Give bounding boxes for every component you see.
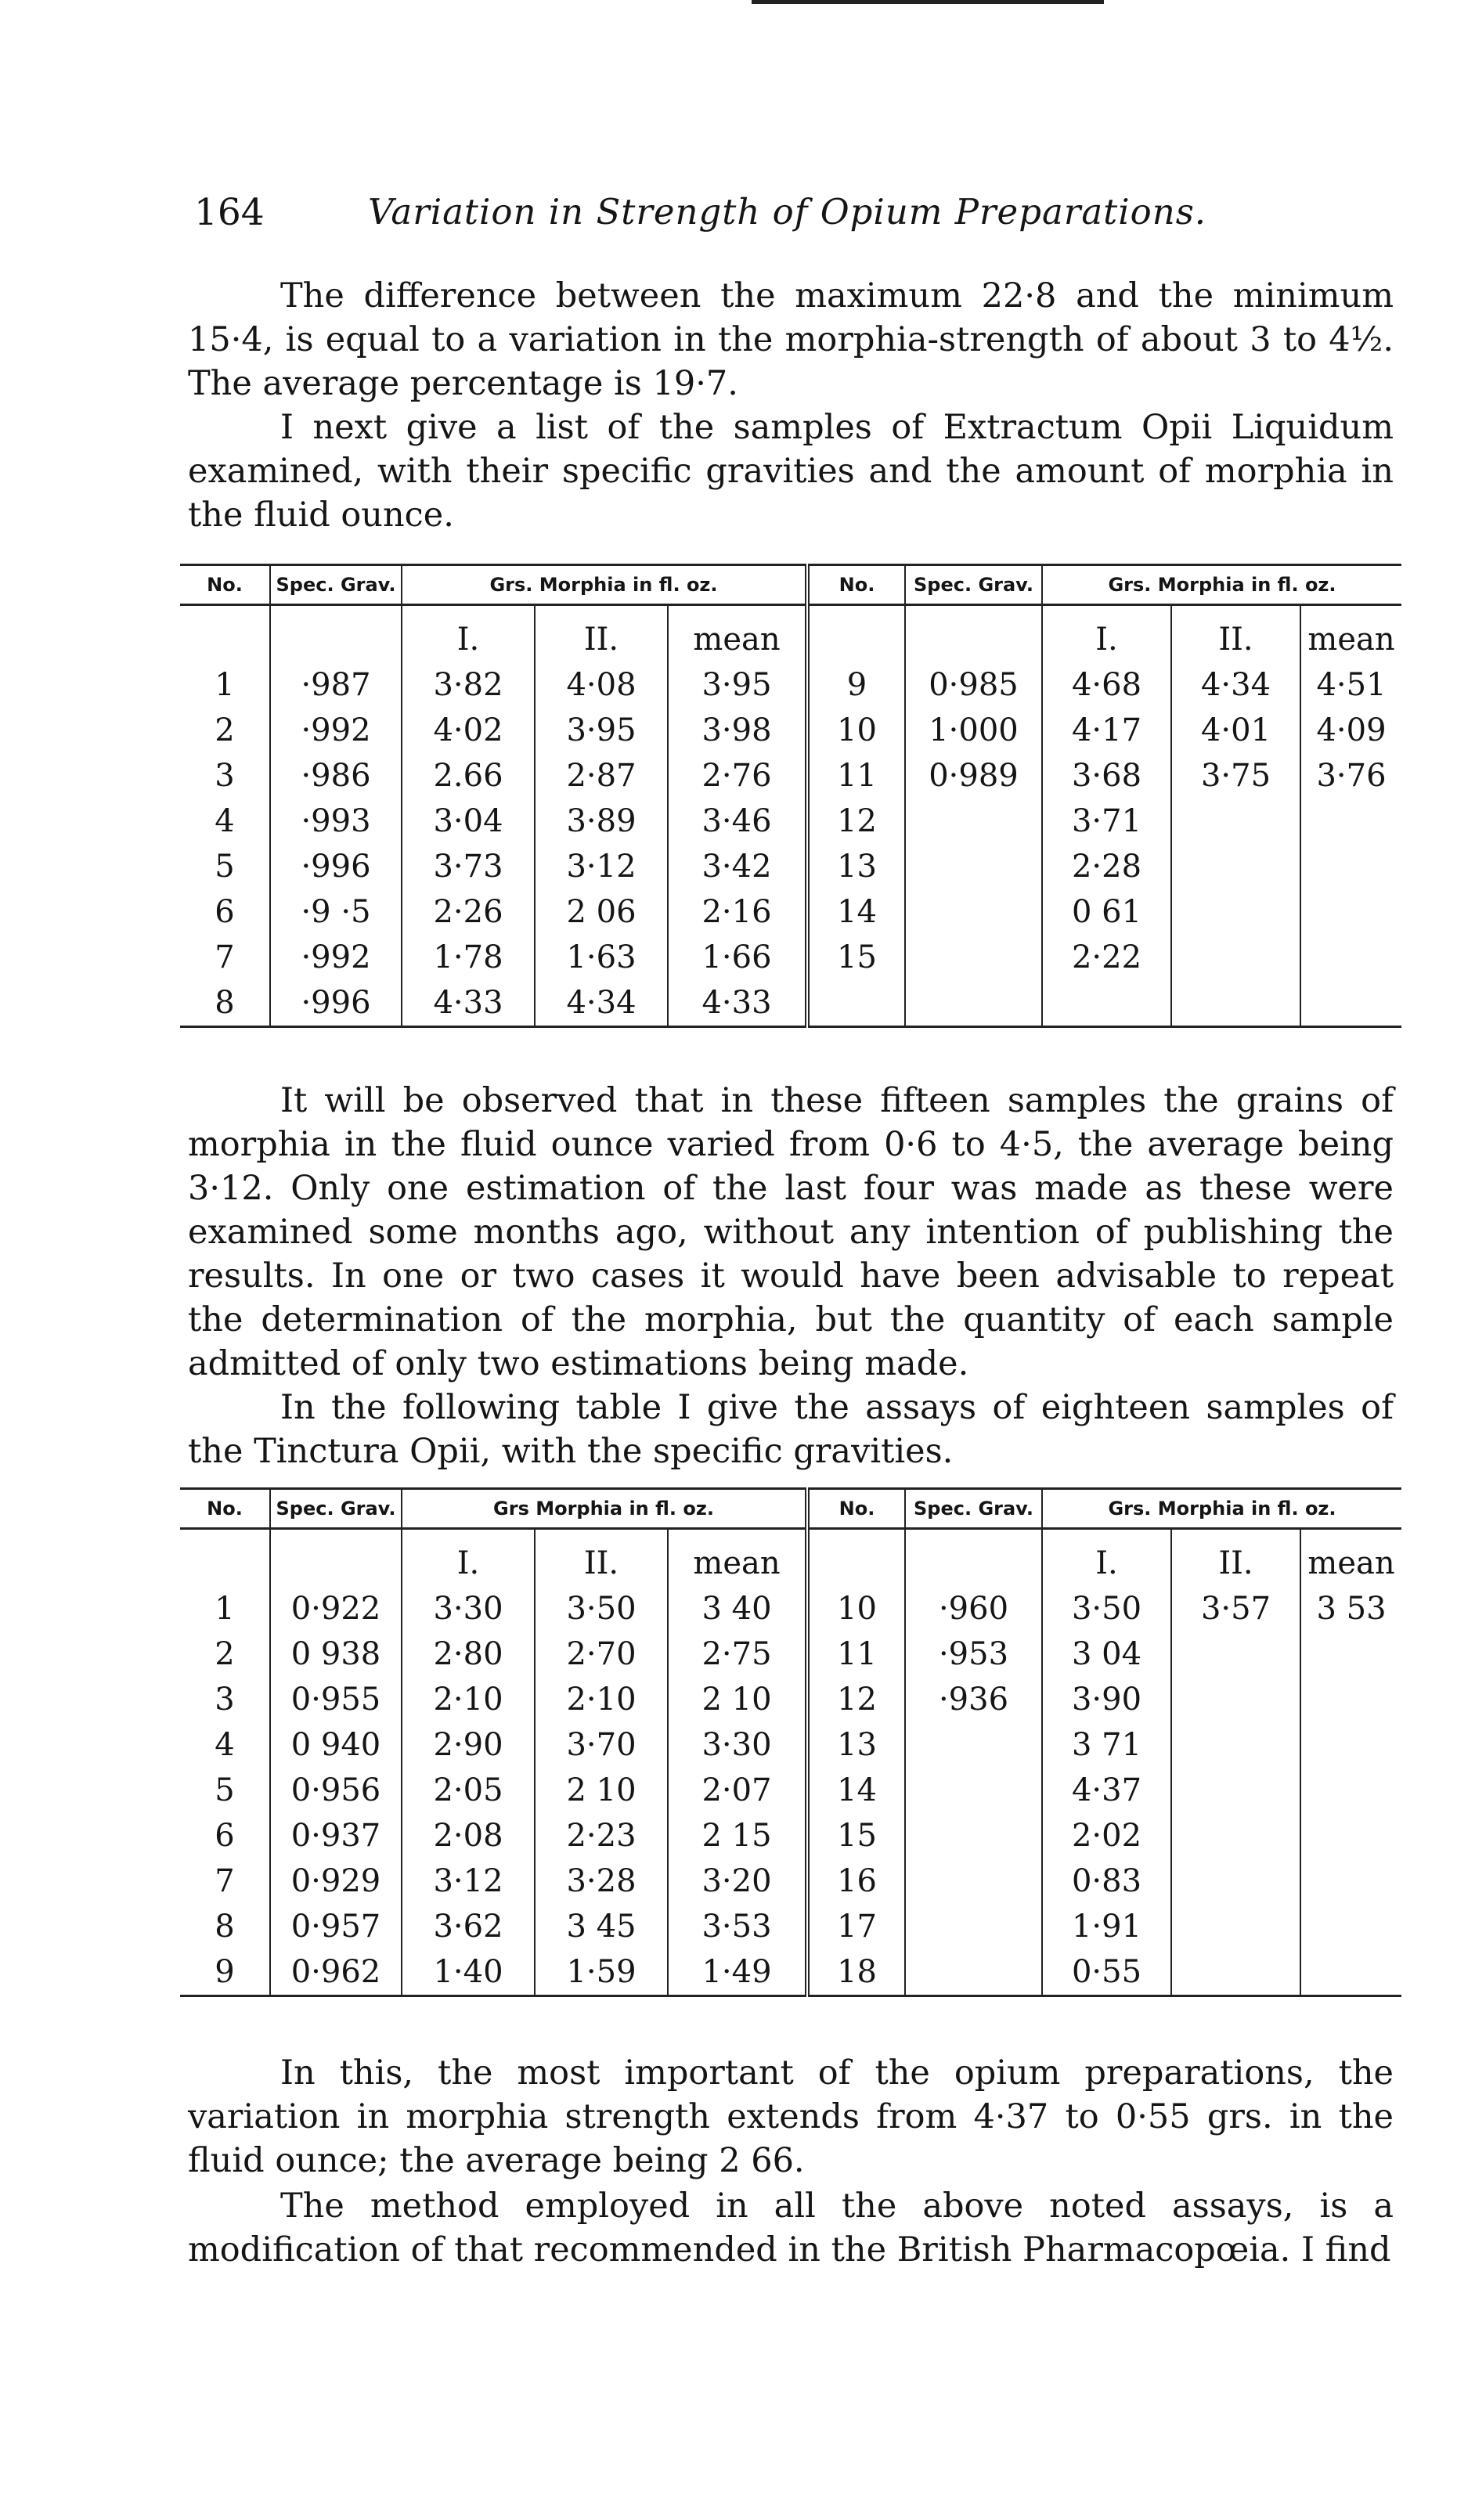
sub-header-i: I. xyxy=(1042,605,1171,663)
cell-grs-ii xyxy=(1171,1677,1300,1722)
cell-grs-mean: 3·76 xyxy=(1300,753,1401,799)
cell-grs-ii: 2·10 xyxy=(535,1677,668,1722)
table-row xyxy=(180,844,1401,889)
cell-no: 10 xyxy=(807,708,905,753)
cell-spec-grav: 0·989 xyxy=(905,753,1042,799)
cell-grs-i: 4·02 xyxy=(402,708,535,753)
cell-grs-mean xyxy=(1300,1677,1401,1722)
cell-spec-grav: 1·000 xyxy=(905,708,1042,753)
cell-grs-ii: 2 06 xyxy=(535,889,668,935)
cell-grs-mean: 3·20 xyxy=(668,1858,807,1904)
running-title: Variation in Strength of Opium Preparations. xyxy=(368,191,1207,233)
cell-grs-i: 1·40 xyxy=(402,1949,535,1996)
cell-grs-ii: 3·57 xyxy=(1171,1586,1300,1631)
cell-spec-grav: 0 938 xyxy=(270,1631,402,1677)
table-row xyxy=(180,708,1401,753)
cell-grs-ii: 3 45 xyxy=(535,1904,668,1949)
col-header-no: No. xyxy=(180,1489,270,1529)
page-header xyxy=(194,191,1259,254)
cell-grs-mean xyxy=(1300,1631,1401,1677)
cell-spec-grav xyxy=(905,1858,1042,1904)
cell-spec-grav: ·987 xyxy=(270,662,402,708)
cell-grs-ii: 4·08 xyxy=(535,662,668,708)
cell-grs-ii xyxy=(1171,844,1300,889)
cell-grs-mean: 3·53 xyxy=(668,1904,807,1949)
cell-no: 11 xyxy=(807,1631,905,1677)
cell-spec-grav: 0·937 xyxy=(270,1813,402,1858)
table-row xyxy=(180,1949,1401,1996)
cell-grs-i: 2·80 xyxy=(402,1631,535,1677)
table-extractum-opii xyxy=(180,564,1401,1028)
cell-grs-i: 3·73 xyxy=(402,844,535,889)
table-row xyxy=(180,1813,1401,1858)
cell-grs-ii xyxy=(1171,799,1300,844)
cell-grs-mean: 4·33 xyxy=(668,980,807,1027)
table-row xyxy=(180,1768,1401,1813)
cell-grs-ii xyxy=(1171,1813,1300,1858)
cell-no: 10 xyxy=(807,1586,905,1631)
page-number: 164 xyxy=(194,191,265,234)
cell-grs-mean xyxy=(1300,1722,1401,1768)
cell-no: 7 xyxy=(215,1863,235,1899)
cell-spec-grav: ·993 xyxy=(270,799,402,844)
cell-grs-mean xyxy=(1300,935,1401,980)
cell-grs-ii xyxy=(1171,1631,1300,1677)
cell-no: 14 xyxy=(807,1768,905,1813)
cell-spec-grav: ·992 xyxy=(270,935,402,980)
cell-grs-mean xyxy=(1300,1858,1401,1904)
cell-grs-ii: 3·75 xyxy=(1171,753,1300,799)
cell-grs-ii: 3·50 xyxy=(535,1586,668,1631)
cell-grs-mean: 2 15 xyxy=(668,1813,807,1858)
cell-grs-i: 3·62 xyxy=(402,1904,535,1949)
cell-grs-i: 2·08 xyxy=(402,1813,535,1858)
cell-spec-grav xyxy=(905,1949,1042,1996)
cell-no: 9 xyxy=(180,1949,270,1996)
cell-grs-i: 3·68 xyxy=(1042,753,1171,799)
paragraph-variation: In this, the most important of the opium preparations, the variation in morphia strength extends from 4·37 to 0·55 grs. in the fluid ounce; the average being 2 66. xyxy=(188,2053,1394,2180)
cell-grs-ii xyxy=(1171,1722,1300,1768)
col-header-spec-grav: Spec. Grav. xyxy=(270,1489,402,1529)
cell-no: 15 xyxy=(807,1813,905,1858)
cell-no: 12 xyxy=(807,799,905,844)
sub-header-ii: II. xyxy=(535,605,668,663)
cell-grs-i: 2·05 xyxy=(402,1768,535,1813)
col-header-no: No. xyxy=(180,565,270,605)
cell-grs-mean: 3 53 xyxy=(1300,1586,1401,1631)
col-header-spec-grav: Spec. Grav. xyxy=(905,1489,1042,1529)
cell-grs-i: 3 71 xyxy=(1042,1722,1171,1768)
cell-no: 13 xyxy=(807,844,905,889)
cell-grs-ii: 4·34 xyxy=(535,980,668,1027)
cell-grs-ii xyxy=(1171,1949,1300,1996)
cell-grs-ii: 4·34 xyxy=(1171,662,1300,708)
table-row xyxy=(180,1677,1401,1722)
col-header-grs-morphia: Grs Morphia in fl. oz. xyxy=(402,1489,807,1529)
cell-no: 9 xyxy=(807,662,905,708)
cell-grs-mean: 2·07 xyxy=(668,1768,807,1813)
cell-grs-mean xyxy=(1300,799,1401,844)
cell-grs-ii: 2·87 xyxy=(535,753,668,799)
sub-header-i: I. xyxy=(402,605,535,663)
cell-grs-ii: 2 10 xyxy=(535,1768,668,1813)
cell-no: 4 xyxy=(215,1727,235,1763)
sub-header-i: I. xyxy=(1042,1529,1171,1587)
cell-spec-grav: 0·985 xyxy=(905,662,1042,708)
cell-grs-mean: 1·49 xyxy=(668,1949,807,1996)
table-row xyxy=(180,799,1401,844)
sub-header-i: I. xyxy=(402,1529,535,1587)
sub-header-row xyxy=(180,1529,1401,1587)
cell-no: 12 xyxy=(807,1677,905,1722)
sub-header-mean: mean xyxy=(668,605,807,663)
sub-header-mean: mean xyxy=(1300,1529,1401,1587)
cell-grs-ii xyxy=(1171,1768,1300,1813)
cell-grs-i: 0·55 xyxy=(1042,1949,1171,1996)
table-row xyxy=(180,753,1401,799)
cell-grs-i: 3·82 xyxy=(402,662,535,708)
table-row xyxy=(180,889,1401,935)
cell-spec-grav: 0 940 xyxy=(270,1722,402,1768)
cell-grs-ii: 2·23 xyxy=(535,1813,668,1858)
cell-grs-ii: 3·95 xyxy=(535,708,668,753)
table-row xyxy=(180,662,1401,708)
table-row xyxy=(180,1722,1401,1768)
cell-no: 1 xyxy=(215,667,235,703)
sub-header-ii: II. xyxy=(1171,1529,1300,1587)
paragraph-method: The method employed in all the above noted assays, is a modification of that recommended in the British Pharmacopœia. I find xyxy=(188,2187,1394,2269)
cell-grs-i: 0·83 xyxy=(1042,1858,1171,1904)
cell-spec-grav xyxy=(905,1768,1042,1813)
cell-grs-mean: 1·66 xyxy=(668,935,807,980)
cell-no xyxy=(807,980,905,1027)
cell-grs-i: 1·91 xyxy=(1042,1904,1171,1949)
cell-no: 18 xyxy=(807,1949,905,1996)
cell-grs-mean xyxy=(1300,980,1401,1027)
col-header-no: No. xyxy=(807,1489,905,1529)
cell-no: 2 xyxy=(215,1636,235,1672)
cell-grs-i: 4·37 xyxy=(1042,1768,1171,1813)
col-header-no: No. xyxy=(807,565,905,605)
cell-grs-ii: 3·70 xyxy=(535,1722,668,1768)
table-header-row xyxy=(180,565,1401,605)
cell-no: 3 xyxy=(215,758,235,794)
cell-grs-ii xyxy=(1171,889,1300,935)
cell-grs-i: 2·02 xyxy=(1042,1813,1171,1858)
cell-grs-i: 4·68 xyxy=(1042,662,1171,708)
table-row xyxy=(180,1631,1401,1677)
cell-grs-ii: 3·89 xyxy=(535,799,668,844)
table-row xyxy=(180,935,1401,980)
cell-spec-grav: ·960 xyxy=(905,1586,1042,1631)
cell-grs-i: 2·10 xyxy=(402,1677,535,1722)
cell-spec-grav: 0·956 xyxy=(270,1768,402,1813)
cell-grs-mean: 4·09 xyxy=(1300,708,1401,753)
table-header-row xyxy=(180,1489,1401,1529)
cell-spec-grav: 0·957 xyxy=(270,1904,402,1949)
cell-grs-ii xyxy=(1171,935,1300,980)
cell-grs-ii: 3·28 xyxy=(535,1858,668,1904)
cell-no: 15 xyxy=(807,935,905,980)
cell-no: 11 xyxy=(807,753,905,799)
sub-header-ii: II. xyxy=(1171,605,1300,663)
cell-grs-i: 3·71 xyxy=(1042,799,1171,844)
cell-grs-i: 1·78 xyxy=(402,935,535,980)
sub-header-row xyxy=(180,605,1401,663)
cell-grs-i: 4·17 xyxy=(1042,708,1171,753)
cell-no: 3 xyxy=(215,1682,235,1718)
cell-spec-grav xyxy=(905,889,1042,935)
cell-spec-grav: ·936 xyxy=(905,1677,1042,1722)
cell-grs-mean: 3·42 xyxy=(668,844,807,889)
cell-grs-i: 2·28 xyxy=(1042,844,1171,889)
cell-grs-mean: 3·98 xyxy=(668,708,807,753)
cell-grs-mean: 4·51 xyxy=(1300,662,1401,708)
cell-grs-i: 2.66 xyxy=(402,753,535,799)
cell-spec-grav xyxy=(905,980,1042,1027)
col-header-grs-morphia: Grs. Morphia in fl. oz. xyxy=(1042,1489,1401,1529)
cell-no: 1 xyxy=(215,1591,235,1627)
cell-spec-grav: ·996 xyxy=(270,844,402,889)
cell-grs-mean xyxy=(1300,1949,1401,1996)
cell-spec-grav xyxy=(905,799,1042,844)
cell-grs-i: 0 61 xyxy=(1042,889,1171,935)
cell-grs-ii xyxy=(1171,1858,1300,1904)
cell-grs-i: 3·90 xyxy=(1042,1677,1171,1722)
cell-spec-grav: ·953 xyxy=(905,1631,1042,1677)
cell-grs-i: 2·26 xyxy=(402,889,535,935)
cell-grs-mean: 2·75 xyxy=(668,1631,807,1677)
cell-grs-ii: 3·12 xyxy=(535,844,668,889)
cell-grs-mean: 3 40 xyxy=(668,1586,807,1631)
paragraph-intro: The difference between the maximum 22·8 and the minimum 15·4, is equal to a variation in the morphia-strength of about 3 to 4½. The average percentage is 19·7. xyxy=(188,276,1394,403)
cell-grs-mean xyxy=(1300,1904,1401,1949)
cell-spec-grav: 0·929 xyxy=(270,1858,402,1904)
cell-no: 13 xyxy=(807,1722,905,1768)
cell-spec-grav: 0·955 xyxy=(270,1677,402,1722)
cell-spec-grav: ·992 xyxy=(270,708,402,753)
cell-grs-ii xyxy=(1171,1904,1300,1949)
cell-grs-i: 4·33 xyxy=(402,980,535,1027)
paragraph-tinctura-intro: In the following table I give the assays of eighteen samples of the Tinctura Opii, with the specific gravities. xyxy=(188,1388,1394,1471)
cell-spec-grav: ·996 xyxy=(270,980,402,1027)
cell-no: 8 xyxy=(215,1909,235,1945)
cell-grs-i: 3·30 xyxy=(402,1586,535,1631)
cell-no: 5 xyxy=(215,1772,235,1808)
cell-grs-ii: 1·59 xyxy=(535,1949,668,1996)
cell-grs-i: 3·12 xyxy=(402,1858,535,1904)
col-header-spec-grav: Spec. Grav. xyxy=(270,565,402,605)
table-tinctura-opii xyxy=(180,1487,1401,1997)
cell-no: 5 xyxy=(215,849,235,885)
cell-grs-ii: 4·01 xyxy=(1171,708,1300,753)
cell-spec-grav: ·986 xyxy=(270,753,402,799)
cell-grs-i: 3 04 xyxy=(1042,1631,1171,1677)
paragraph-extract-list: I next give a list of the samples of Extractum Opii Liquidum examined, with their specific gravities and the amount of morphia in the fluid ounce. xyxy=(188,408,1394,535)
top-edge-rule xyxy=(752,0,1104,4)
sub-header-mean: mean xyxy=(668,1529,807,1587)
cell-spec-grav xyxy=(905,1722,1042,1768)
cell-no: 4 xyxy=(215,803,235,839)
table-row xyxy=(180,980,1401,1027)
cell-no: 6 xyxy=(215,894,235,930)
cell-spec-grav: 0·962 xyxy=(270,1949,402,1996)
paragraph-fifteen-samples: It will be observed that in these fifteen samples the grains of morphia in the fluid ounce varied from 0·6 to 4·5, the average being 3·12. Only one estimation of the last four was made as these were examined some months ago, without any intention of publishing the results. In one or two cases it would have been advisable to repeat the determination of the morphia, but the quantity of each sample admitted of only two estimations being made. xyxy=(188,1081,1394,1383)
cell-grs-mean: 3·30 xyxy=(668,1722,807,1768)
cell-grs-i xyxy=(1042,980,1171,1027)
cell-no: 16 xyxy=(807,1858,905,1904)
col-header-grs-morphia: Grs. Morphia in fl. oz. xyxy=(1042,565,1401,605)
cell-no: 17 xyxy=(807,1904,905,1949)
table-row xyxy=(180,1858,1401,1904)
cell-grs-mean: 2·16 xyxy=(668,889,807,935)
cell-grs-mean xyxy=(1300,1768,1401,1813)
cell-no: 8 xyxy=(180,980,270,1027)
cell-grs-ii xyxy=(1171,980,1300,1027)
cell-no: 7 xyxy=(215,939,235,975)
table-row xyxy=(180,1904,1401,1949)
cell-grs-mean: 2·76 xyxy=(668,753,807,799)
cell-grs-mean xyxy=(1300,844,1401,889)
cell-spec-grav: ·9 ·5 xyxy=(270,889,402,935)
cell-spec-grav xyxy=(905,1813,1042,1858)
cell-grs-i: 2·90 xyxy=(402,1722,535,1768)
cell-grs-ii: 2·70 xyxy=(535,1631,668,1677)
cell-spec-grav: 0·922 xyxy=(270,1586,402,1631)
col-header-grs-morphia: Grs. Morphia in fl. oz. xyxy=(402,565,807,605)
cell-grs-ii: 1·63 xyxy=(535,935,668,980)
sub-header-ii: II. xyxy=(535,1529,668,1587)
cell-no: 6 xyxy=(215,1818,235,1854)
cell-grs-i: 3·50 xyxy=(1042,1586,1171,1631)
cell-no: 14 xyxy=(807,889,905,935)
table-row xyxy=(180,1586,1401,1631)
cell-spec-grav xyxy=(905,844,1042,889)
cell-grs-mean: 2 10 xyxy=(668,1677,807,1722)
cell-grs-mean: 3·46 xyxy=(668,799,807,844)
cell-spec-grav xyxy=(905,1904,1042,1949)
cell-spec-grav xyxy=(905,935,1042,980)
cell-grs-i: 2·22 xyxy=(1042,935,1171,980)
col-header-spec-grav: Spec. Grav. xyxy=(905,565,1042,605)
sub-header-mean: mean xyxy=(1300,605,1401,663)
cell-grs-mean xyxy=(1300,1813,1401,1858)
cell-grs-mean: 3·95 xyxy=(668,662,807,708)
cell-no: 2 xyxy=(215,712,235,748)
cell-grs-i: 3·04 xyxy=(402,799,535,844)
cell-grs-mean xyxy=(1300,889,1401,935)
